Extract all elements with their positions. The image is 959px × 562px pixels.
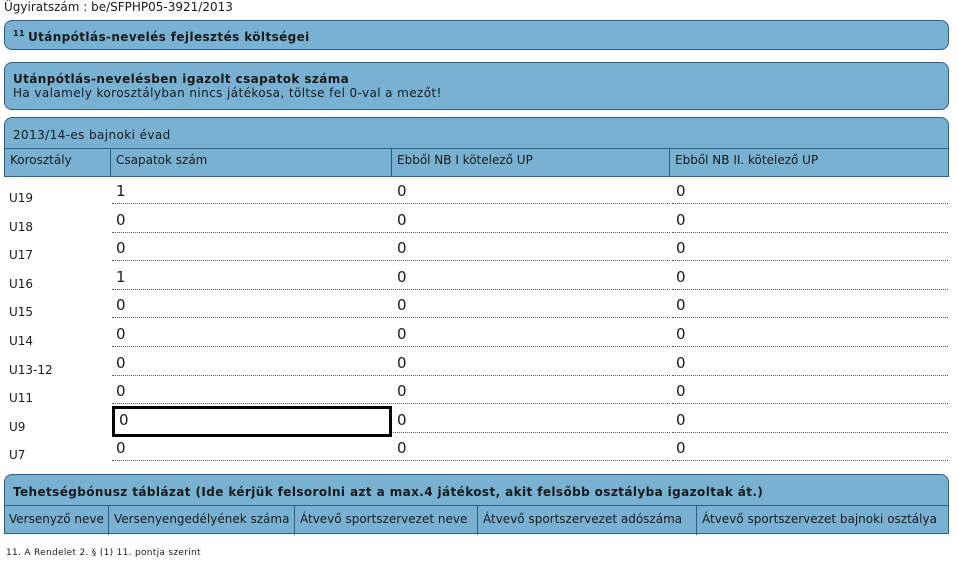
table-row [4,377,949,406]
notice-bar [4,62,949,110]
nb1-field[interactable]: 0 [393,294,670,318]
age-group-label: U17 [9,248,34,263]
section-title [13,29,310,44]
team-count-field[interactable]: 1 [112,266,392,290]
nb1-field[interactable]: 0 [393,180,670,204]
age-group-label: U7 [9,448,26,463]
nb1-field[interactable]: 0 [393,266,670,290]
team-count-field[interactable]: 0 [112,294,392,318]
team-count-field[interactable]: 0 [112,237,392,261]
team-count-field[interactable]: 0 [112,406,392,437]
table-row [4,434,949,463]
age-group-label: U13-12 [9,362,53,377]
nb1-field[interactable]: 0 [393,237,670,261]
nb2-field[interactable]: 0 [672,266,948,290]
table-row [4,177,949,206]
age-group-label: U14 [9,334,34,348]
age-group-label: U9 [9,419,26,434]
team-count-field[interactable]: 0 [112,380,392,404]
nb2-field[interactable]: 0 [672,180,948,204]
talent-bonus-title: Tehetségbónusz táblázat (Ide kérjük felsorolni azt a max.4 játékost, akit felsőbb osztályba igazoltak át.) [13,485,764,499]
nb1-field[interactable]: 0 [393,209,670,233]
table-row [4,406,949,435]
nb1-field[interactable]: 0 [393,409,670,433]
age-group-label: U16 [9,276,34,291]
team-count-field[interactable]: 0 [112,209,392,233]
section-number: 11 [13,29,25,38]
team-count-field[interactable]: 0 [112,323,392,347]
season-label: 2013/14-es bajnoki évad [13,128,171,142]
age-group-label: U11 [9,391,34,406]
age-group-label: U18 [9,219,34,234]
col-license-number: Versenyengedélyének száma [109,506,295,535]
nb2-field[interactable]: 0 [672,237,948,261]
nb2-field[interactable]: 0 [672,437,948,461]
col-receiving-club-tax-id: Átvevő sportszervezet adószáma [478,506,697,535]
table-row [4,234,949,263]
nb1-field[interactable]: 0 [393,380,670,404]
age-group-label: U15 [9,305,34,320]
section-title-text: Utánpótlás-nevelés fejlesztés költségei [27,30,310,44]
table-row [4,206,949,235]
notice-title: Utánpótlás-nevelésben igazolt csapatok száma [13,72,350,86]
table-row [4,263,949,292]
nb2-field[interactable]: 0 [672,294,948,318]
nb1-field[interactable]: 0 [393,352,670,376]
nb2-field[interactable]: 0 [672,352,948,376]
header-nb1: Ebből NB I kötelező UP [392,149,670,176]
case-id: Ügyiratszám : be/SFPHP05-3921/2013 [4,0,233,14]
nb2-field[interactable]: 0 [672,209,948,233]
nb1-field[interactable]: 0 [393,437,670,461]
team-count-field[interactable]: 1 [112,180,392,204]
table-row [4,320,949,349]
table-row [4,291,949,320]
team-count-field[interactable]: 0 [112,437,392,461]
header-nb2: Ebből NB II. kötelező UP [675,153,819,167]
talent-bonus-section [4,474,949,534]
team-count-field[interactable]: 0 [112,352,392,376]
nb2-field[interactable]: 0 [672,323,948,347]
nb2-field[interactable]: 0 [672,380,948,404]
age-group-label: U19 [9,191,34,205]
section-title-bar [4,20,949,50]
nb2-field[interactable]: 0 [672,409,948,433]
header-age-group: Korosztály [5,149,111,176]
header-team-count: Csapatok szám [111,149,392,176]
table-header [4,149,949,177]
season-bar [4,117,949,149]
notice-subtitle: Ha valamely korosztályban nincs játékosa, töltse fel 0-val a mezőt! [13,86,442,100]
col-receiving-club-division: Átvevő sportszervezet bajnoki osztálya [702,512,937,526]
nb1-field[interactable]: 0 [393,323,670,347]
col-player-name: Versenyző neve [4,506,109,535]
col-receiving-club-name: Átvevő sportszervezet neve [295,506,478,535]
footnote: 11. A Rendelet 2. § (1) 11. pontja szerint [6,548,201,558]
talent-bonus-columns [4,505,949,535]
table-row [4,349,949,378]
